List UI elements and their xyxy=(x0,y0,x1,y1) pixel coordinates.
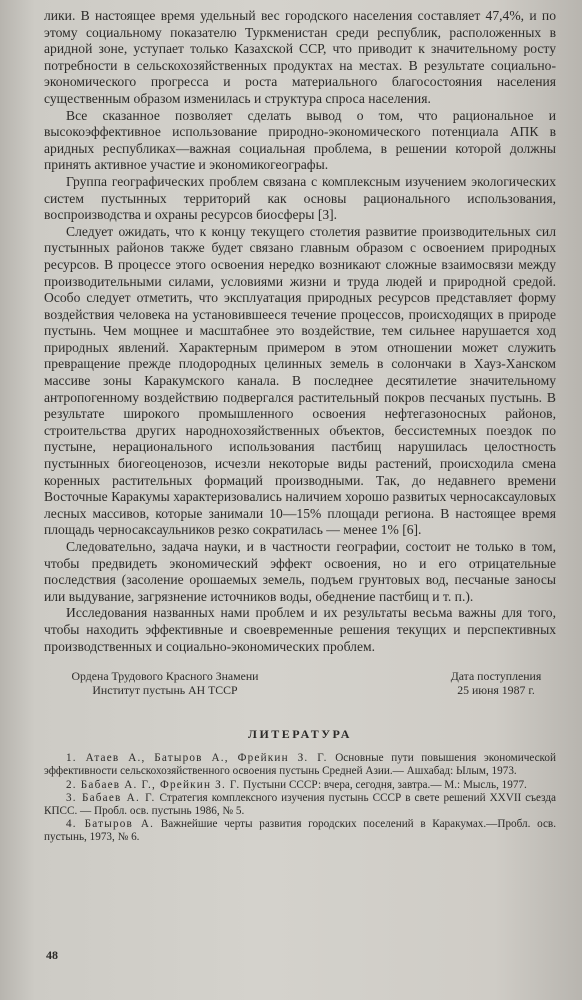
reference-authors: 2. Бабаев А. Г., Фрейкин З. Г. xyxy=(66,778,241,791)
reference-item xyxy=(44,818,556,844)
paragraph-1: лики. В настоящее время удельный вес городского населения составляет 47,4%, и по этому социальному показателю Туркменистан среди республик, расположенных в аридной зоне, уступает только Казахской ССР, что приводит к значительному росту потребности в сельскохозяйственных продуктах на местах. В результате социально-экономического прогресса и роста материального благосостояния населения существенным образом изменилась и структура спроса населения. xyxy=(44,8,556,106)
received-date: 25 июня 1987 г. xyxy=(457,683,535,698)
affiliation-block xyxy=(44,669,556,703)
paragraph-4: Следует ожидать, что к концу текущего столетия развитие производительных сил пустынных районов также будет связано главным образом с освоением природных ресурсов. В процессе этого освоения нередко возникают сложные взаимосвязи между производительными силами, условиями жизни и труда людей и природной средой. Особо следует отметить, что эксплуатация природных ресурсов представляет форму воздействия человека на установившееся течение процессов, происходящих в природе пустынь. Чем мощнее и масштабнее это воздействие, тем сильнее нарушается ход природных явлений. Характерным примером в этом отношении может служить превращение прежде плодородных целинных земель в солончаки в Хауз-Ханском массиве зоны Каракумского канала. В последнее десятилетие значительному антропогенному воздействию подвергался растительный покров песчаных пустынь. В результате широкого промышленного освоения нефтегазоносных районов, строительства других народнохозяйственных объектов, бессистемных поездок по пустыне, нерационального использования пастбищ нарушилась целостность пустынных биогеоценозов, исчезли некоторые виды растений, происходила смена коренных растительных формаций производными. Так, до недавнего времени Восточные Каракумы характеризовались наличием хорошо развитых черносаксауловых лесных массивов, которые занимали 10—15% площади региона. В настоящее время площадь черносаксаульников резко сократилась — менее 1% [6]. xyxy=(44,223,556,538)
received-date-block xyxy=(436,669,556,697)
reference-authors: 4. Батыров А. xyxy=(66,818,155,831)
document-page xyxy=(44,8,556,962)
reference-item xyxy=(44,779,556,792)
reference-text: Важнейшие черты развития городских поселений в Каракумах.—Пробл. осв. пустынь, 1973, № 6. xyxy=(44,818,556,844)
reference-text: Основные пути повышения экономической эффективности сельскохозяйственного освоения пустынь Средней Азии.— Ашхабад: Ылым, 1973. xyxy=(44,752,556,778)
reference-text: Пустыни СССР: вчера, сегодня, завтра.— М.: Мысль, 1977. xyxy=(240,778,527,791)
reference-authors: 1. Атаев А., Батыров А., Фрейкин З. Г. xyxy=(66,752,328,765)
literature-heading: ЛИТЕРАТУРА xyxy=(248,727,352,742)
reference-authors: 3. Бабаев А. Г. xyxy=(66,791,156,804)
paragraph-2: Все сказанное позволяет сделать вывод о том, что рациональное и высокоэффективное использование природно-экономического потенциала АПК в аридных республиках—важная социальная проблема, в решении которой должны принять активное участие и экономикогеографы. xyxy=(44,107,556,173)
institution-line-2: Институт пустынь АН ТССР xyxy=(92,683,238,698)
reference-list xyxy=(44,752,556,844)
received-label: Дата поступления xyxy=(450,669,542,684)
reference-text: Стратегия комплексного изучения пустынь СССР в свете решений XXVII съезда КПСС. — Пробл. осв. пустынь 1986, № 5. xyxy=(44,791,556,817)
institution xyxy=(50,669,280,697)
paragraph-5: Следовательно, задача науки, и в частности географии, состоит не только в том, чтобы предвидеть экономический эффект освоения, но и его отрицательные последствия (засоление орошаемых земель, подъем грунтовых вод, песчаные заносы или выдувание, загрязнение источников воды, обеднение пастбищ и т. п.). xyxy=(44,539,556,604)
page-number: 48 xyxy=(46,948,58,962)
paragraph-6: Исследования названных нами проблем и их результаты весьма важны для того, чтобы находить эффективные и своевременные решения текущих и перспективных производственных и социально-экономических проблем. xyxy=(44,605,556,654)
paragraph-3: Группа географических проблем связана с комплексным изучением экологических систем пустынных территорий как основы рационального использования, воспроизводства и охраны ресурсов биосферы [3]. xyxy=(44,173,556,223)
reference-item xyxy=(44,792,556,818)
reference-item xyxy=(44,752,556,778)
institution-line-1: Ордена Трудового Красного Знамени xyxy=(71,669,259,684)
article-body xyxy=(44,8,556,655)
